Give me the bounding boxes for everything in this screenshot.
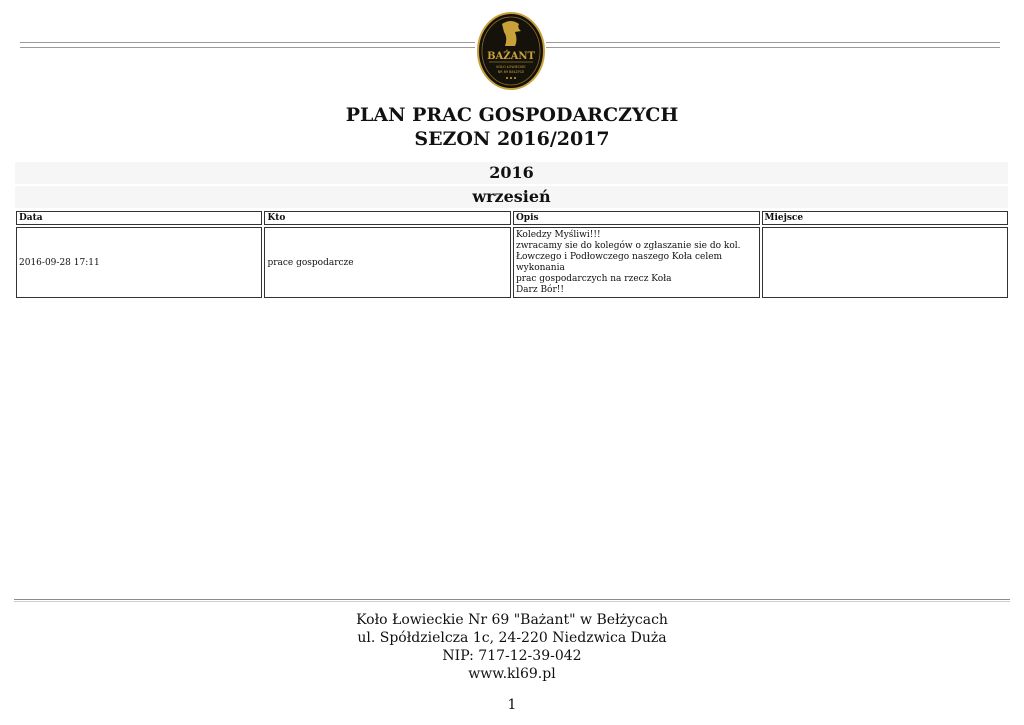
cell-data: 2016-09-28 17:11: [16, 227, 262, 298]
month-heading: wrzesień: [15, 186, 1008, 208]
opis-line: Koledzy Myśliwi!!!: [515, 230, 601, 240]
column-header-kto: Kto: [264, 211, 511, 225]
footer-nip: NIP: 717-12-39-042: [442, 648, 582, 664]
document-title-line1: PLAN PRAC GOSPODARCZYCH: [345, 104, 679, 126]
logo-text-1: KOŁO ŁOWIECKIE: [496, 65, 526, 69]
header-rule-left: [20, 42, 475, 48]
opis-line: prac gospodarczych na rzecz Koła: [515, 274, 672, 284]
table-row: [16, 227, 1008, 298]
header-rule-right: [546, 42, 1000, 48]
logo-text-2: NR 69 BEŁŻYCE: [497, 70, 525, 74]
club-logo: [477, 12, 545, 90]
cell-kto: prace gospodarcze: [264, 227, 511, 298]
work-plan-table: [14, 209, 1010, 300]
year-heading: 2016: [15, 162, 1008, 184]
column-header-opis: Opis: [513, 211, 760, 225]
logo-name: BAŻANT: [487, 51, 535, 62]
footer-address: ul. Spółdzielcza 1c, 24-220 Niedzwica Duża: [357, 630, 667, 646]
opis-line: Darz Bór!!: [515, 285, 565, 295]
column-header-miejsce: Miejsce: [762, 211, 1009, 225]
opis-line: Łowczego i Podłowczego naszego Koła celem wykonania: [515, 252, 723, 273]
cell-opis: [513, 227, 760, 298]
footer-website: www.kl69.pl: [468, 666, 556, 682]
page-number: 1: [507, 697, 517, 713]
opis-line: zwracamy sie do kolegów o zgłaszanie sie do kol.: [515, 241, 741, 251]
cell-miejsce: [762, 227, 1009, 298]
table-header-row: [16, 211, 1008, 225]
column-header-data: Data: [16, 211, 262, 225]
footer-club-name: Koło Łowieckie Nr 69 "Bażant" w Bełżycach: [356, 612, 668, 628]
document-title-line2: SEZON 2016/2017: [414, 128, 610, 150]
footer-rule: [14, 599, 1010, 602]
